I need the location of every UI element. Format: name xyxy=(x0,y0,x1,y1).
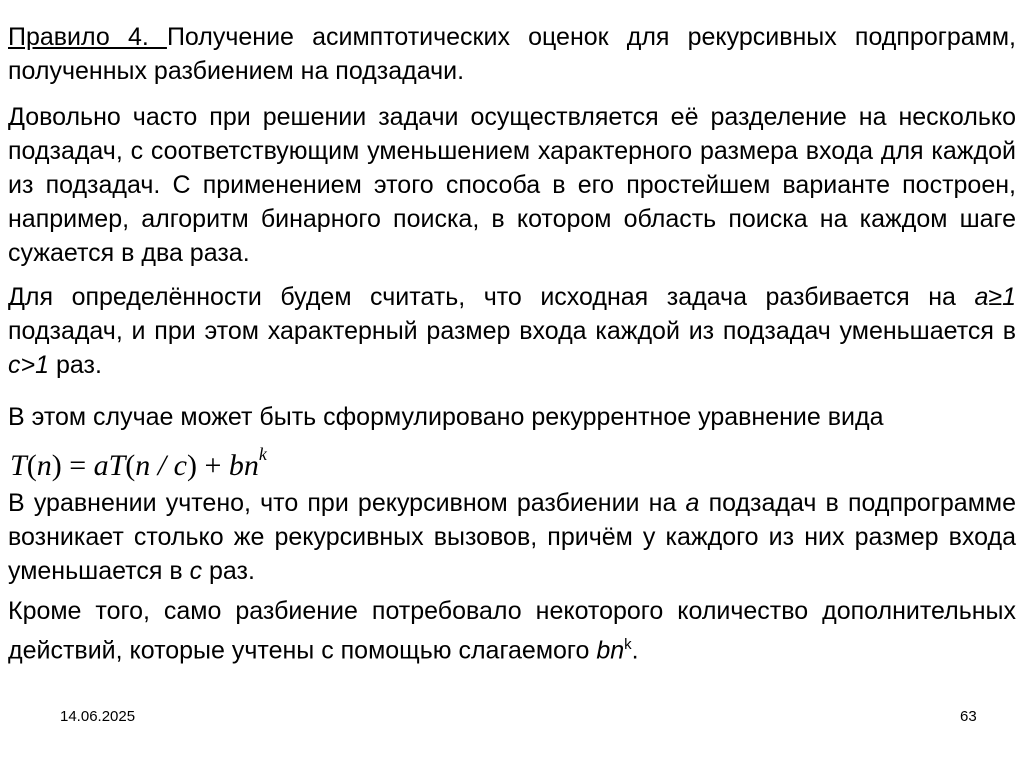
paragraph-intro: Довольно часто при решении задачи осуществляется её разделение на несколько подзадач, с соответствующим уменьшением характерного размера входа для каждой из подзадач. С применением этого способа в его простейшем варианте построен, например, алгоритм бинарного поиска, в котором область поиска на каждом шаге сужается в два раза. xyxy=(8,103,1016,267)
rule-label: Правило 4. xyxy=(8,23,167,51)
slide-title xyxy=(8,20,1016,88)
text-segment: подзадач в подпрограмме возникает столько же рекурсивных вызовов, причём у каждого из них размер входа уменьшается в xyxy=(8,489,1016,585)
formula-plus: + xyxy=(196,449,229,482)
text-segment: . xyxy=(631,636,639,665)
page-number: 63 xyxy=(960,708,977,725)
paragraph-additional xyxy=(8,594,1016,667)
paragraph-recurrence-intro: В этом случае может быть сформулировано рекуррентное уравнение вида xyxy=(8,403,884,431)
formula-T: T xyxy=(108,449,126,482)
formula-equals: = xyxy=(61,449,94,482)
formula-n: n xyxy=(135,449,151,482)
recurrence-formula xyxy=(10,436,1016,480)
formula-paren: ) xyxy=(51,449,62,482)
formula-paren: ) xyxy=(186,449,197,482)
text-segment: подзадач, и при этом характерный размер входа каждой из подзадач уменьшается в xyxy=(8,317,1016,345)
condition-c: c>1 xyxy=(8,351,50,379)
condition-a: a≥1 xyxy=(974,283,1016,311)
var-a: a xyxy=(685,489,700,517)
title-text: Получение асимптотических оценок для рекурсивных подпрограмм, полученных разбиением на подзадачи. xyxy=(8,23,1016,85)
formula-exponent: k xyxy=(258,444,267,464)
var-c: c xyxy=(189,557,203,585)
formula-slash: / xyxy=(150,449,174,482)
footer-date: 14.06.2025 xyxy=(60,708,136,725)
text-segment: Для определённости будем считать, что исходная задача разбивается на xyxy=(8,283,975,311)
formula-c: c xyxy=(173,449,187,482)
paragraph-explanation xyxy=(8,486,1016,588)
formula-paren: ( xyxy=(26,449,37,482)
text-segment: В уравнении учтено, что при рекурсивном разбиении на xyxy=(8,489,686,517)
term-bn: bn xyxy=(596,636,625,665)
text-segment: раз. xyxy=(49,351,102,379)
formula-bn: bn xyxy=(228,449,259,482)
formula-a: a xyxy=(93,449,109,482)
slide-content xyxy=(8,20,1016,677)
formula-n: n xyxy=(36,449,52,482)
term-exponent: k xyxy=(624,636,632,653)
formula-paren: ( xyxy=(125,449,136,482)
text-segment: раз. xyxy=(202,557,255,585)
formula-T: T xyxy=(10,449,27,482)
text-segment: Кроме того, само разбиение потребовало некоторого количество дополнительных действий, которые учтены с помощью слагаемого xyxy=(8,597,1016,665)
paragraph-definition xyxy=(8,280,1016,382)
